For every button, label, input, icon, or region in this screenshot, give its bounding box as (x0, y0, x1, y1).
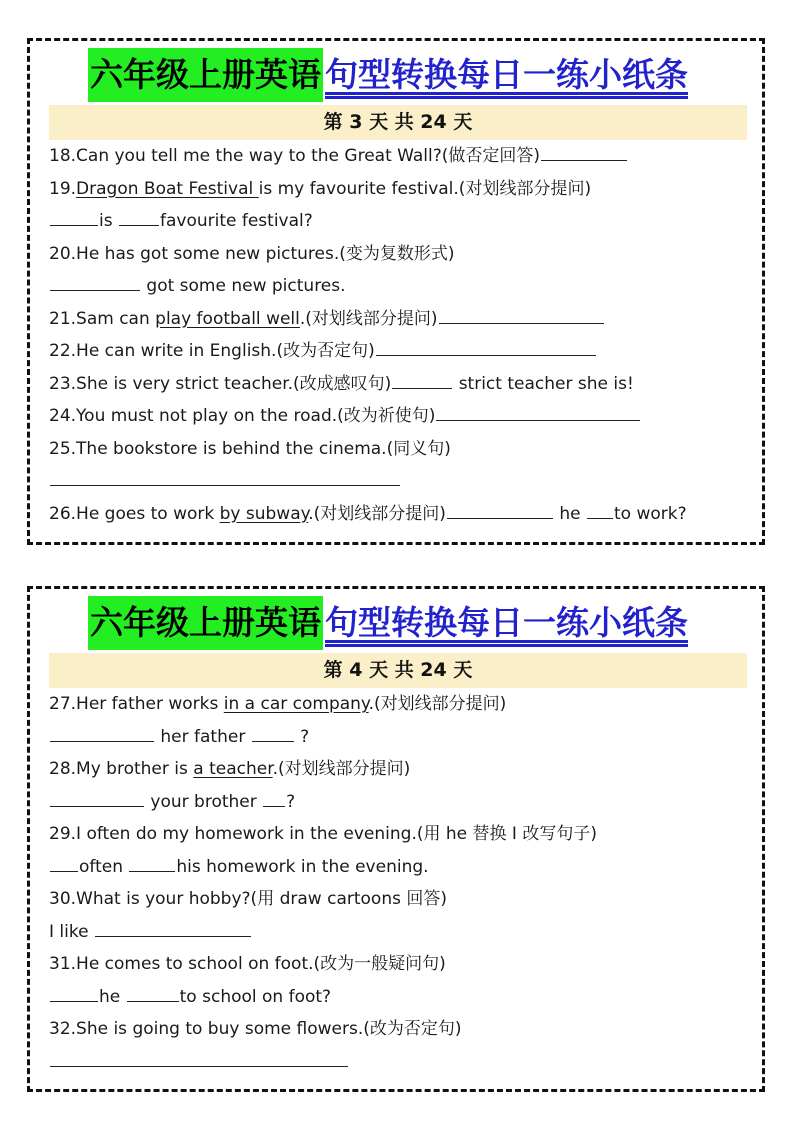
answer-blank[interactable] (50, 853, 78, 872)
exercise-line: 20.He has got some new pictures.(变为复数形式) (49, 243, 455, 264)
answer-blank[interactable] (50, 1048, 348, 1067)
exercise-line: 31.He comes to school on foot.(改为一般疑问句) (49, 954, 446, 974)
answer-blank[interactable] (447, 500, 553, 519)
exercise-line: 27.Her father works in a car company.(对划线部分提问) (49, 694, 507, 714)
exercise-list (49, 140, 754, 530)
title-highlight-part: 六年级上册英语 (88, 596, 323, 650)
day-counter-bar: 第 3 天 共 24 天 (49, 105, 747, 140)
exercise-line: 26.He goes to work by subway.(对划线部分提问) he to work? (49, 498, 754, 531)
answer-line: I like (49, 916, 754, 949)
answer-line: her father ? (49, 721, 754, 754)
answer-blank[interactable] (50, 723, 154, 742)
answer-blank[interactable] (252, 723, 294, 742)
answer-blank[interactable] (50, 467, 400, 486)
answer-blank[interactable] (439, 305, 604, 324)
title-blue-part: 句型转换每日一练小纸条 (325, 55, 688, 94)
exercise-line: 29.I often do my homework in the evening.(用 he 替换 I 改写句子) (49, 824, 597, 844)
answer-blank[interactable] (95, 918, 251, 937)
exercise-line: 21.Sam can play football well.(对划线部分提问) (49, 303, 754, 336)
exercise-list (49, 688, 754, 1078)
answer-blank[interactable] (50, 272, 140, 291)
answer-line: got some new pictures. (49, 270, 754, 303)
answer-blank[interactable] (541, 142, 627, 161)
title-highlight-part: 六年级上册英语 (88, 48, 323, 102)
worksheet-title (88, 597, 688, 649)
answer-line: he to school on foot? (49, 981, 754, 1014)
exercise-line: 22.He can write in English.(改为否定句) (49, 335, 754, 368)
worksheet-card-day3 (27, 38, 765, 545)
exercise-line: 18.Can you tell me the way to the Great Wall?(做否定回答) (49, 140, 754, 173)
answer-blank[interactable] (127, 983, 179, 1002)
answer-line (49, 465, 754, 498)
exercise-line: 30.What is your hobby?(用 draw cartoons 回答) (49, 889, 447, 909)
answer-line (49, 1046, 754, 1079)
answer-blank[interactable] (392, 370, 452, 389)
answer-blank[interactable] (50, 207, 98, 226)
exercise-line: 24.You must not play on the road.(改为祈使句) (49, 400, 754, 433)
answer-blank[interactable] (119, 207, 159, 226)
answer-blank[interactable] (436, 402, 640, 421)
answer-blank[interactable] (50, 983, 98, 1002)
answer-line: your brother ? (49, 786, 754, 819)
answer-line: often his homework in the evening. (49, 851, 754, 884)
answer-line: is favourite festival? (49, 205, 754, 238)
answer-blank[interactable] (587, 500, 613, 519)
answer-blank[interactable] (376, 337, 596, 356)
exercise-line: 25.The bookstore is behind the cinema.(同义句) (49, 438, 451, 459)
answer-blank[interactable] (129, 853, 175, 872)
day-counter-bar: 第 4 天 共 24 天 (49, 653, 747, 688)
worksheet-card-day4 (27, 586, 765, 1092)
exercise-line: 32.She is going to buy some flowers.(改为否定句) (49, 1019, 462, 1039)
exercise-line: 23.She is very strict teacher.(改成感叹句) strict teacher she is! (49, 368, 754, 401)
exercise-line: 19.Dragon Boat Festival is my favourite festival.(对划线部分提问) (49, 178, 592, 199)
title-blue-part: 句型转换每日一练小纸条 (325, 603, 688, 642)
answer-blank[interactable] (50, 788, 144, 807)
worksheet-title (88, 49, 688, 101)
answer-blank[interactable] (263, 788, 285, 807)
exercise-line: 28.My brother is a teacher.(对划线部分提问) (49, 759, 411, 779)
